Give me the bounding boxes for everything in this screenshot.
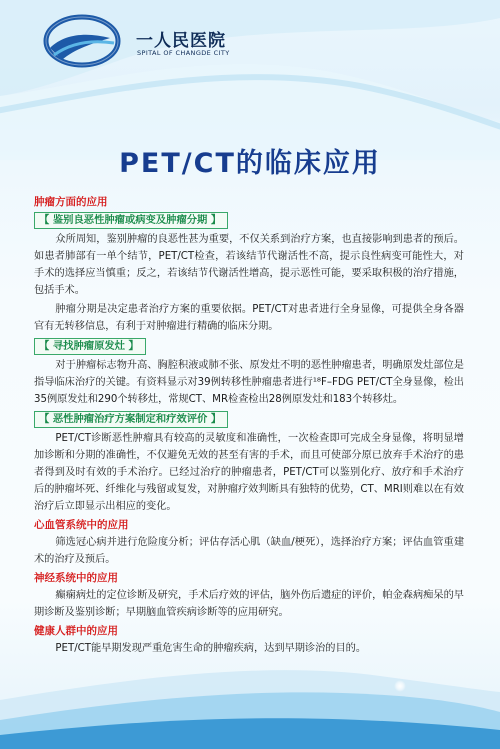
content-body	[34, 194, 464, 659]
paragraph: 众所周知，鉴别肿瘤的良恶性甚为重要，不仅关系到治疗方案，也直接影响到患者的预后。如患者肺部有一单个结节，PET/CT检查，若该结节代谢活性不高，提示良性病变可能性大，对手术的选择应当慎重；反之，若该结节代谢活性增高，提示恶性可能，要采取积极的治疗措施，包括手术。	[34, 234, 464, 296]
subsection-label-treatment-evaluation: 【 恶性肿瘤治疗方案制定和疗效评价 】	[34, 411, 228, 428]
footer-swoosh	[0, 640, 500, 749]
hospital-subtitle: SPITAL OF CHANGDE CITY	[137, 49, 230, 57]
subsection-label-staging: 【 鉴别良恶性肿瘤或病变及肿瘤分期 】	[34, 212, 228, 229]
page-title: PET/CT的临床应用	[119, 148, 381, 179]
hospital-name: 一人民医院	[136, 31, 226, 51]
section-heading-cardiovascular: 心血管系统中的应用	[34, 519, 129, 531]
subsection-label-primary-lesion: 【 寻找肿瘤原发灶 】	[34, 338, 146, 355]
section-heading-neurology: 神经系统中的应用	[34, 572, 118, 584]
section-heading-tumor: 肿瘤方面的应用	[34, 196, 108, 208]
paragraph: 癫痫病灶的定位诊断及研究，手术后疗效的评估，脑外伤后遗症的评价，帕金森病痴呆的早期诊断及鉴别诊断；早期脑血管疾病诊断等的应用研究。	[34, 590, 464, 618]
sparkle-icon	[394, 680, 406, 692]
paragraph: PET/CT诊断恶性肿瘤具有较高的灵敏度和准确性，一次检查即可完成全身显像，将明显增加诊断和分期的准确性，不仅避免无效的甚至有害的手术，而且可使部分原已放弃手术治疗的患者得到及时有效的手术治疗。已经过治疗的肿瘤患者，PET/CT可以鉴别化疗、放疗和手术治疗后的肿瘤坏死、纤维化与残留或复发，对肿瘤疗效判断具有独特的优势，CT、MRI则难以在有效治疗后立即显示出相应的变化。	[34, 433, 464, 512]
hospital-logo-icon	[40, 10, 125, 72]
paragraph: 筛选冠心病并进行危险度分析；评估存活心肌（缺血/梗死），选择治疗方案；评估血管重建术的治疗及预后。	[34, 537, 464, 565]
paragraph: 对于肿瘤标志物升高、胸腔积液或肺不张、原发灶不明的恶性肿瘤患者，明确原发灶部位是指导临床治疗的关键。有资料显示对39例转移性肿瘤患者进行¹⁸F–FDG PET/CT全身显像，检出35例原发灶和290个转移灶，常规CT、MR检查检出28例原发灶和183个转移灶。	[34, 360, 464, 405]
paragraph: 肿瘤分期是决定患者治疗方案的重要依据。PET/CT对患者进行全身显像，可提供全身各器官有无转移信息，有利于对肿瘤进行精确的临床分期。	[34, 304, 464, 332]
section-heading-healthy-population: 健康人群中的应用	[34, 625, 118, 637]
paragraph: PET/CT能早期发现严重危害生命的肿瘤疾病，达到早期诊治的目的。	[55, 643, 367, 654]
